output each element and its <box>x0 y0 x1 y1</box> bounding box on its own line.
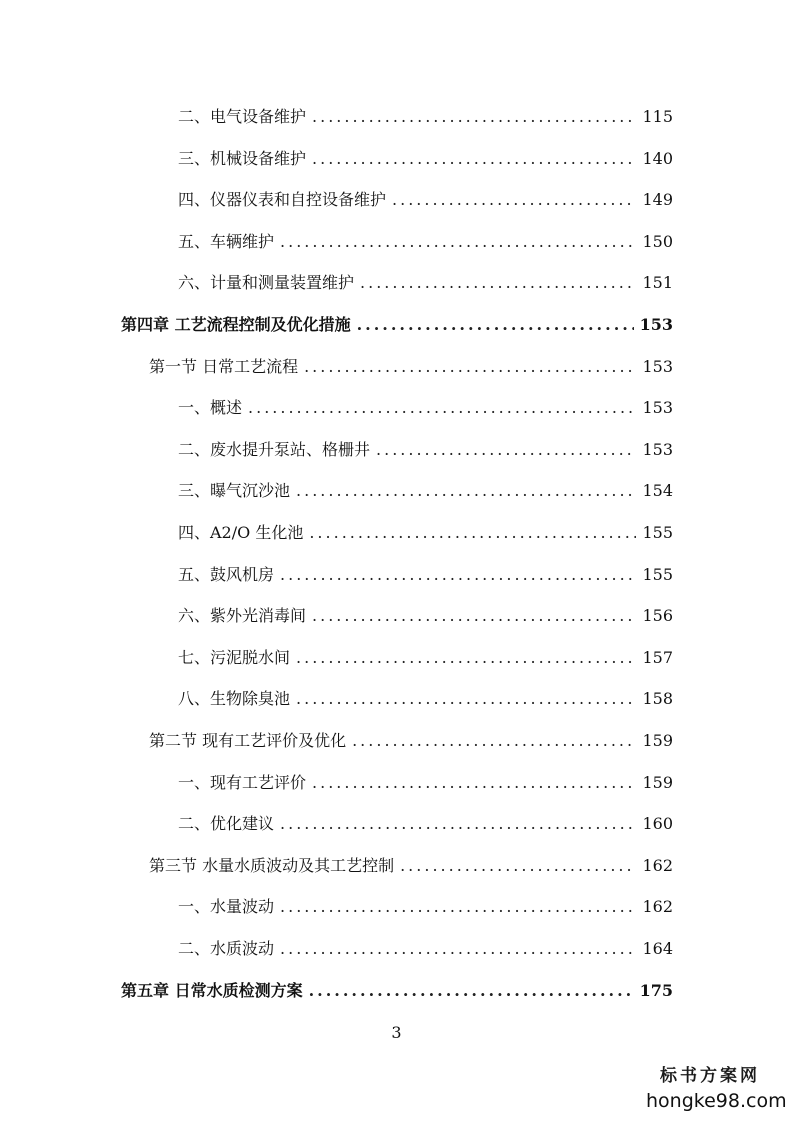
dot-leader <box>280 229 636 255</box>
dot-leader <box>312 603 636 629</box>
dot-leader <box>296 478 636 504</box>
dot-leader <box>248 395 636 421</box>
dot-leader <box>309 978 634 1004</box>
dot-leader <box>400 853 636 879</box>
toc-entry-label: 二、水质波动 <box>178 939 275 958</box>
toc-entry-page: 175 <box>639 981 673 1000</box>
toc-entry-page: 154 <box>642 481 673 500</box>
dot-leader <box>309 520 636 546</box>
dot-leader <box>304 354 636 380</box>
toc-entry-label: 六、计量和测量装置维护 <box>178 273 355 292</box>
dot-leader <box>296 645 636 671</box>
toc-entry[interactable] <box>178 770 673 796</box>
toc-entry-label: 三、机械设备维护 <box>178 149 307 168</box>
toc-entry-page: 153 <box>642 398 673 417</box>
toc-entry-page: 150 <box>642 232 673 251</box>
toc-entry-label: 五、车辆维护 <box>178 232 275 251</box>
toc-entry-page: 151 <box>642 273 673 292</box>
toc-entry-page: 153 <box>642 357 673 376</box>
toc-entry-label: 第四章 工艺流程控制及优化措施 <box>121 315 351 334</box>
toc-entry[interactable] <box>178 187 673 213</box>
toc-entry[interactable] <box>178 395 673 421</box>
toc-entry-label: 五、鼓风机房 <box>178 565 275 584</box>
toc-entry-page: 115 <box>642 107 673 126</box>
toc-entry-page: 158 <box>642 689 673 708</box>
toc-entry-page: 140 <box>642 149 673 168</box>
toc-entry[interactable] <box>178 146 673 172</box>
toc-entry-label: 第一节 日常工艺流程 <box>149 357 299 376</box>
toc-entry[interactable] <box>178 811 673 837</box>
toc-entry-page: 156 <box>642 606 673 625</box>
dot-leader <box>392 187 636 213</box>
toc-entry-label: 七、污泥脱水间 <box>178 648 291 667</box>
dot-leader <box>280 894 636 920</box>
toc-chapter-entry[interactable] <box>121 312 673 338</box>
dot-leader <box>312 770 636 796</box>
toc-entry[interactable] <box>178 894 673 920</box>
toc-entry[interactable] <box>178 686 673 712</box>
toc-entry-label: 二、优化建议 <box>178 814 275 833</box>
toc-entry-label: 二、电气设备维护 <box>178 107 307 126</box>
toc-chapter-entry[interactable] <box>121 978 673 1004</box>
toc-entry[interactable] <box>178 270 673 296</box>
dot-leader <box>280 811 636 837</box>
dot-leader <box>376 437 636 463</box>
toc-entry[interactable] <box>178 478 673 504</box>
toc-entry-page: 155 <box>642 523 673 542</box>
toc-entry-label: 四、A2/O 生化池 <box>178 523 304 542</box>
dot-leader <box>360 270 636 296</box>
toc-entry-label: 二、废水提升泵站、格栅井 <box>178 440 371 459</box>
toc-entry-label: 八、生物除臭池 <box>178 689 291 708</box>
toc-entry-label: 第五章 日常水质检测方案 <box>121 981 303 1000</box>
toc-entry-label: 四、仪器仪表和自控设备维护 <box>178 190 387 209</box>
toc-entry[interactable] <box>178 520 673 546</box>
dot-leader <box>280 936 636 962</box>
toc-entry-label: 一、现有工艺评价 <box>178 773 307 792</box>
toc-section-entry[interactable] <box>149 728 673 754</box>
dot-leader <box>357 312 634 338</box>
toc-entry-page: 162 <box>642 897 673 916</box>
dot-leader <box>280 562 636 588</box>
toc-entry-page: 149 <box>642 190 673 209</box>
dot-leader <box>296 686 636 712</box>
dot-leader <box>352 728 636 754</box>
watermark-logo-text: 标书方案网 <box>660 1066 760 1086</box>
page-number: 3 <box>391 1023 402 1042</box>
toc-entry-page: 162 <box>642 856 673 875</box>
toc-entry[interactable] <box>178 562 673 588</box>
toc-entry-page: 157 <box>642 648 673 667</box>
toc-entry-page: 155 <box>642 565 673 584</box>
toc-entry[interactable] <box>178 645 673 671</box>
toc-entry[interactable] <box>178 104 673 130</box>
toc-entry-label: 六、紫外光消毒间 <box>178 606 307 625</box>
toc-entry-page: 159 <box>642 731 673 750</box>
toc-section-entry[interactable] <box>149 853 673 879</box>
toc-entry[interactable] <box>178 229 673 255</box>
toc-entry-label: 三、曝气沉沙池 <box>178 481 291 500</box>
watermark-url: hongke98.com <box>646 1090 787 1112</box>
toc-entry-page: 159 <box>642 773 673 792</box>
toc-section-entry[interactable] <box>149 354 673 380</box>
toc-entry-label: 一、概述 <box>178 398 243 417</box>
toc-entry-label: 一、水量波动 <box>178 897 275 916</box>
toc-entry[interactable] <box>178 936 673 962</box>
toc-entry-label: 第二节 现有工艺评价及优化 <box>149 731 347 750</box>
dot-leader <box>312 146 636 172</box>
toc-entry-page: 153 <box>642 440 673 459</box>
dot-leader <box>312 104 636 130</box>
toc-entry-page: 153 <box>639 315 673 334</box>
toc-entry-page: 164 <box>642 939 673 958</box>
toc-entry-label: 第三节 水量水质波动及其工艺控制 <box>149 856 395 875</box>
toc-entry-page: 160 <box>642 814 673 833</box>
toc-entry[interactable] <box>178 437 673 463</box>
toc-entry[interactable] <box>178 603 673 629</box>
